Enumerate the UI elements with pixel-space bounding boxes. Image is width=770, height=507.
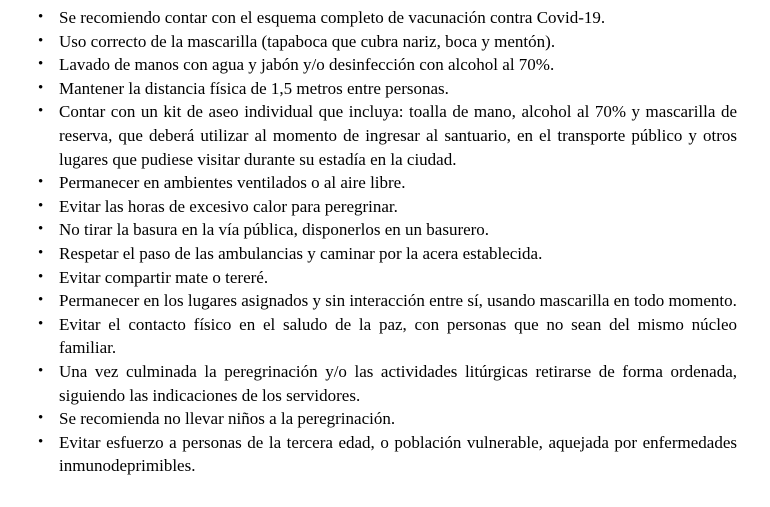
list-item: [36, 77, 737, 101]
bullet-icon: •: [38, 362, 44, 379]
list-item-text: Uso correcto de la mascarilla (tapaboca que cubra nariz, boca y mentón).: [59, 31, 556, 51]
list-item-text: Evitar esfuerzo a personas de la tercera edad, o población vulnerable, aquejada por enfermedades inmunodeprimibles.: [59, 432, 737, 476]
list-item-text: Una vez culminada la peregrinación y/o las actividades litúrgicas retirarse de forma ordenada, siguiendo las indicaciones de los servidores.: [59, 361, 737, 405]
bullet-icon: •: [38, 197, 44, 214]
list-item: [36, 289, 737, 313]
list-item-text: Contar con un kit de aseo individual que incluya: toalla de mano, alcohol al 70% y mascarilla de reserva, que deberá utilizar al momento de ingresar al santuario, en el transporte público y otros lugares que pudiese visitar durante su estadía en la ciudad.: [59, 102, 737, 169]
list-item: [36, 242, 737, 266]
bullet-icon: •: [38, 32, 44, 49]
list-item-text: Mantener la distancia física de 1,5 metros entre personas.: [59, 78, 449, 98]
list-item: [36, 100, 737, 171]
bullet-icon: •: [38, 410, 44, 427]
list-item: [36, 313, 737, 360]
bullet-icon: •: [38, 79, 44, 96]
list-item: [36, 431, 737, 478]
bullet-icon: •: [38, 9, 44, 25]
list-item: [36, 171, 737, 195]
list-item: [36, 266, 737, 290]
list-item-text: Evitar el contacto físico en el saludo de la paz, con personas que no sean del mismo núcleo familiar.: [59, 314, 737, 358]
bullet-icon: •: [38, 292, 44, 309]
bullet-icon: •: [38, 103, 44, 120]
bullet-icon: •: [38, 244, 44, 261]
bullet-icon: •: [38, 221, 44, 238]
list-item-text: Respetar el paso de las ambulancias y caminar por la acera establecida.: [59, 243, 543, 263]
bullet-icon: •: [38, 315, 44, 332]
list-item: [36, 407, 737, 431]
bullet-icon: •: [38, 433, 44, 450]
list-item-text: No tirar la basura en la vía pública, disponerlos en un basurero.: [59, 220, 490, 240]
list-item-text: Lavado de manos con agua y jabón y/o desinfección con alcohol al 70%.: [59, 55, 555, 75]
list-item-text: Permanecer en los lugares asignados y sin interacción entre sí, usando mascarilla en todo momento.: [59, 291, 737, 311]
list-item: [36, 30, 737, 54]
list-item: [36, 360, 737, 407]
list-item: [36, 6, 737, 30]
list-item: [36, 218, 737, 242]
list-item-text: Evitar las horas de excesivo calor para peregrinar.: [59, 196, 398, 216]
bullet-icon: •: [38, 56, 44, 73]
list-item-text: Se recomienda no llevar niños a la peregrinación.: [59, 409, 396, 429]
list-item-text: Evitar compartir mate o tereré.: [59, 267, 269, 287]
bullet-icon: •: [38, 268, 44, 285]
list-item: [36, 53, 737, 77]
list-item-text: Permanecer en ambientes ventilados o al aire libre.: [59, 173, 406, 193]
bullet-icon: •: [38, 174, 44, 191]
list-item: [36, 195, 737, 219]
list-item-text: Se recomiendo contar con el esquema completo de vacunación contra Covid-19.: [59, 8, 606, 27]
